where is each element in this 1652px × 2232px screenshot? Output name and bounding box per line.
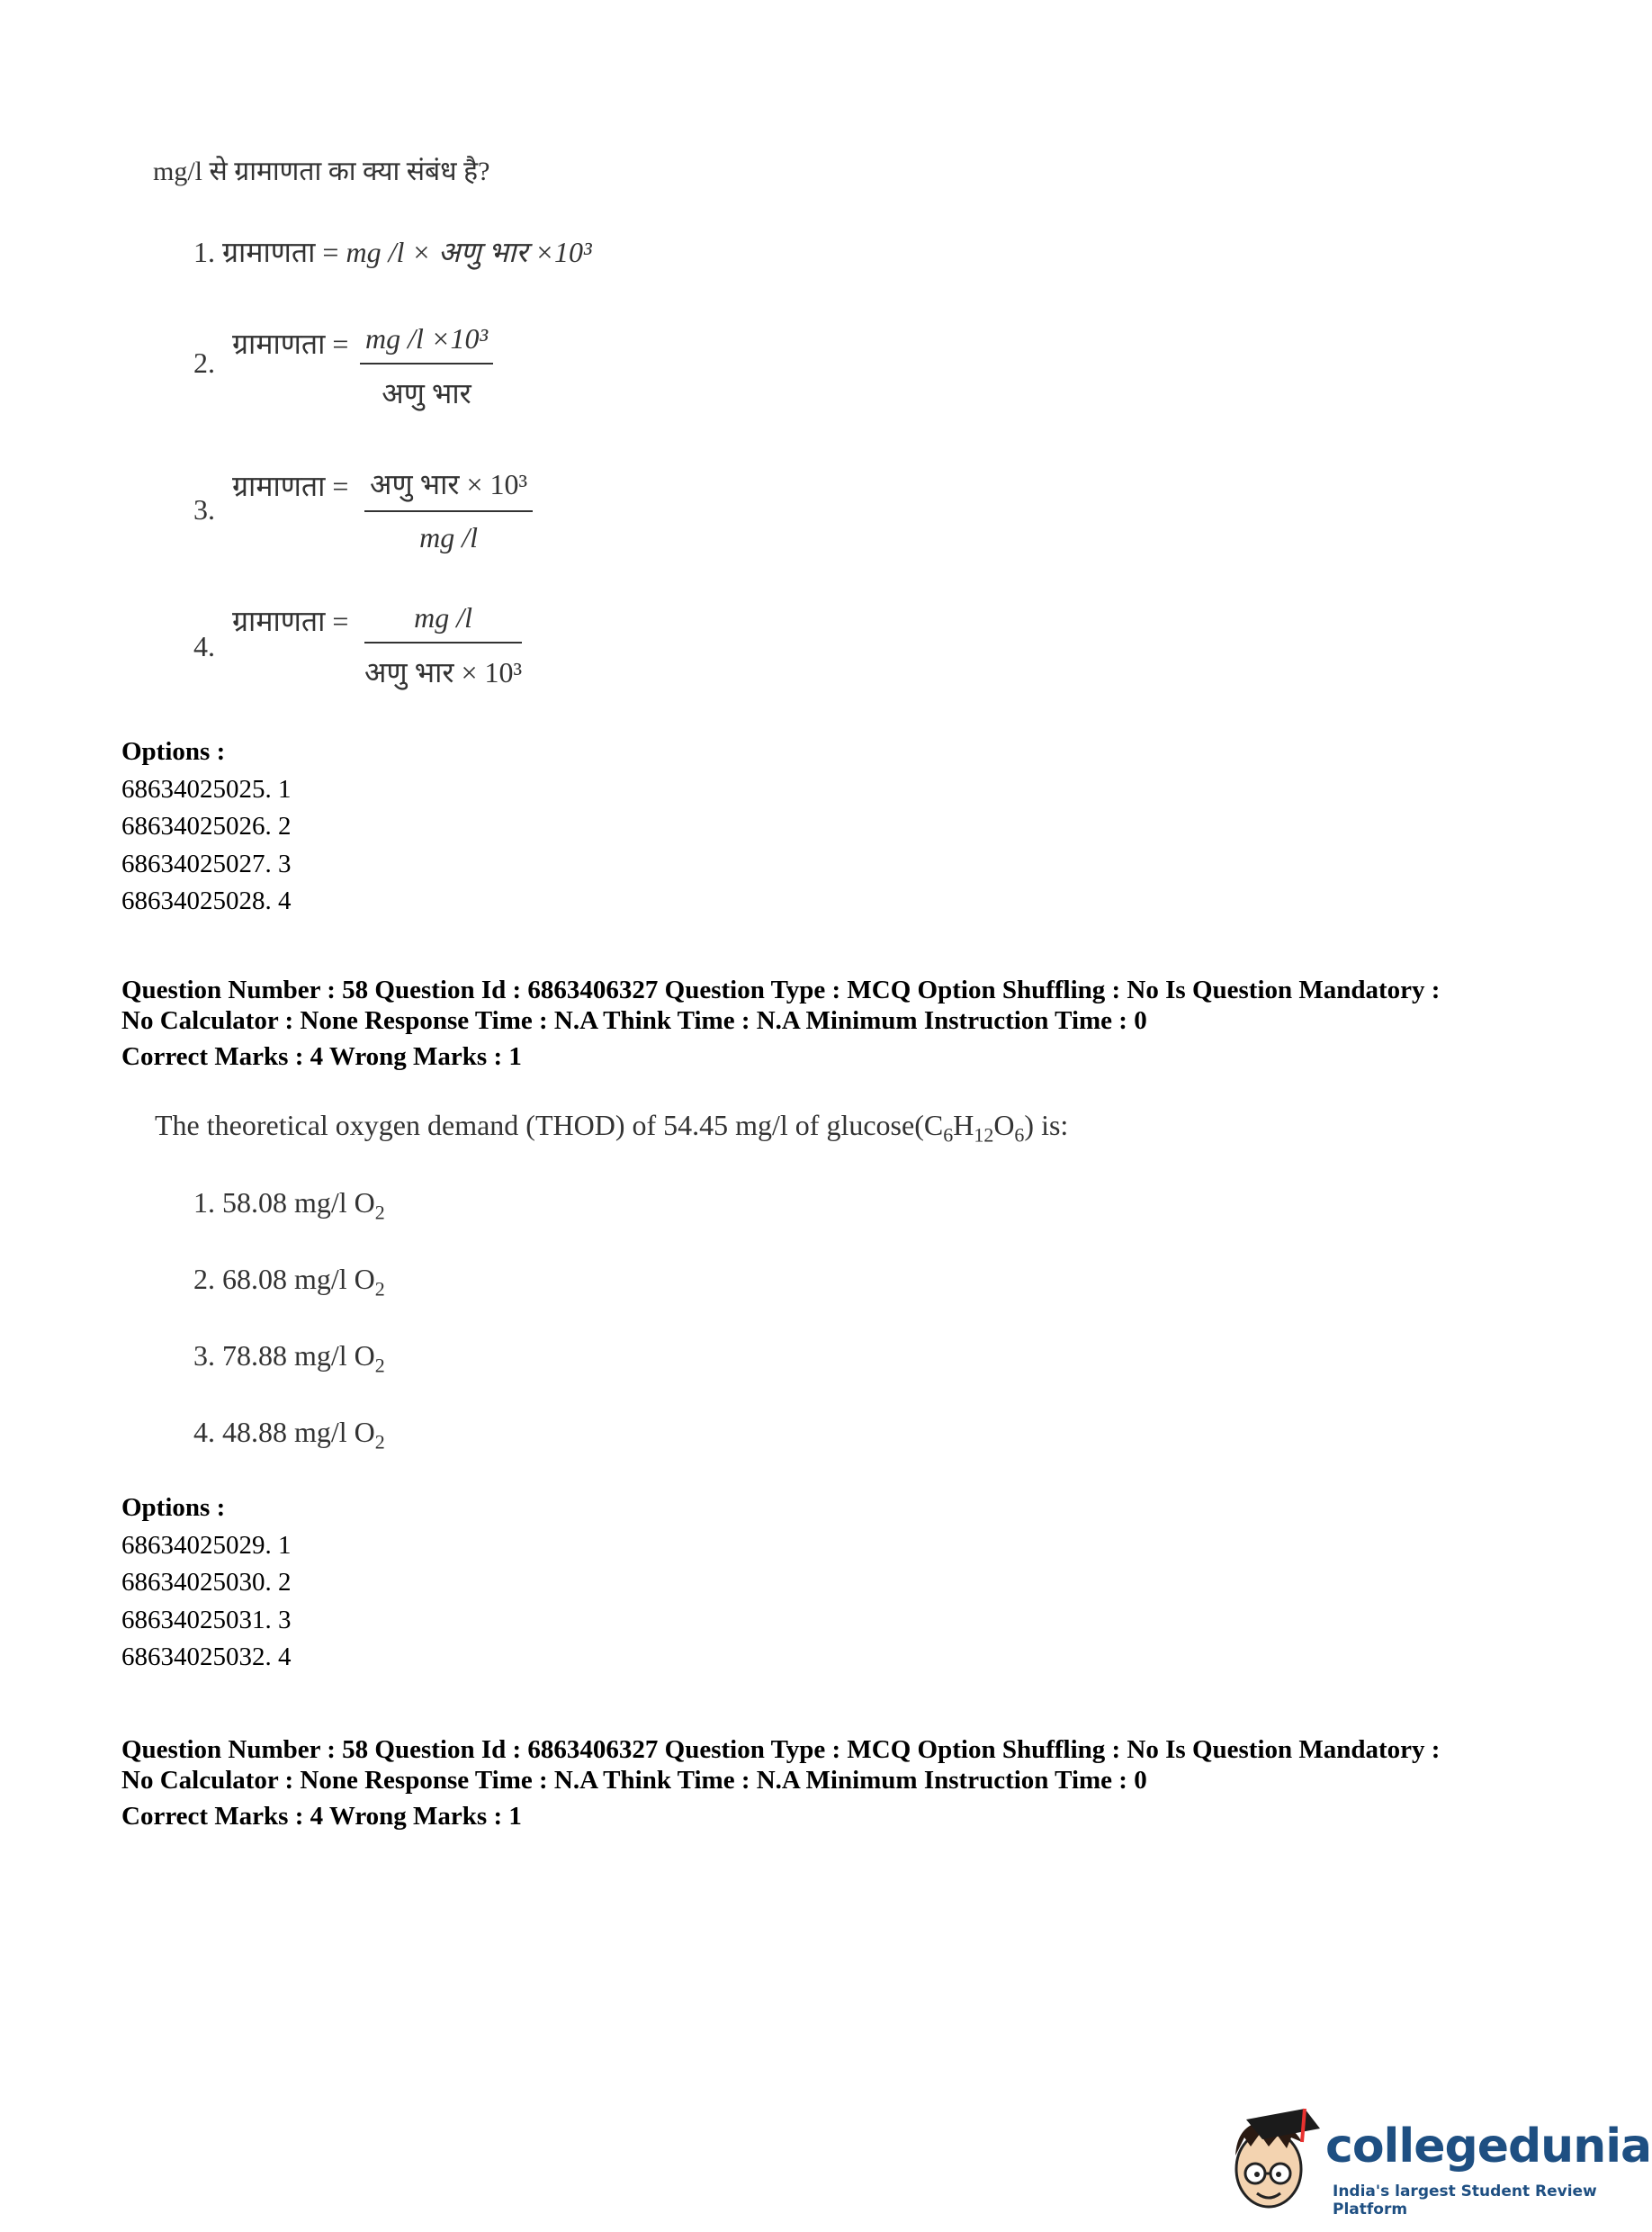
denominator: mg /l [419,521,478,554]
option-text: 3. 78.88 mg/l O [193,1339,375,1372]
option-lhs: ग्रामाणता = [232,328,349,360]
option-id: 68634025030. 2 [121,1568,292,1597]
options-list [121,734,292,921]
question-prefix: The theoretical oxygen demand (THOD) of 54.45 mg/l of glucose(C [155,1109,944,1141]
numerator: अणु भार × 10³ [364,464,533,512]
option-lhs: ग्रामाणता = [232,605,349,637]
question-suffix: ) is: [1024,1109,1069,1141]
question-option-4: 4. 48.88 mg/l $O_2$ [193,1416,385,1454]
marks-line: Correct Marks : 4 Wrong Marks : 1 [121,1042,522,1071]
numerator: mg /l [364,601,522,644]
option-id: 68634025032. 4 [121,1642,292,1671]
question-meta-line: No Calculator : None Response Time : N.A Think Time : N.A Minimum Instruction Time : 0 [121,1006,1147,1035]
mascot-icon [1219,2092,1327,2228]
logo-tagline: India's largest Student Review Platform [1333,2182,1597,2218]
denominator: अणु भार [382,377,471,410]
question-option-3 [193,493,215,526]
option-id: 68634025028. 4 [121,886,292,915]
question-option-4 [193,630,215,663]
question-option-3: 3. 78.88 mg/l $O_2$ [193,1339,385,1377]
option-expression: mg /l × अणु भार ×10³ [346,236,592,268]
question-meta-line: No Calculator : None Response Time : N.A Think Time : N.A Minimum Instruction Time : 0 [121,1766,1147,1795]
logo-wordmark: collegedunia [1325,2120,1652,2174]
option-text: 2. 68.08 mg/l O [193,1263,375,1295]
option-id: 68634025029. 1 [121,1530,292,1560]
question-option-1: 1. 58.08 mg/l $O_2$ [193,1186,385,1224]
fraction [360,322,493,412]
marks-line: Correct Marks : 4 Wrong Marks : 1 [121,1802,522,1831]
numerator: mg /l ×10³ [360,322,493,364]
option-lhs: ग्रामाणता = [232,470,349,502]
question-meta [121,975,1561,1036]
options-list [121,1490,292,1677]
denominator: अणु भार × 10³ [364,656,523,688]
options-header: Options : [121,737,226,766]
option-text: 1. 58.08 mg/l O [193,1186,375,1219]
option-id: 68634025025. 1 [121,774,292,804]
question-meta [121,1734,1561,1796]
option-number: 1. [193,236,215,268]
question-option-1 [193,232,592,271]
question-text: The theoretical oxygen demand (THOD) of 54.45 mg/l of $glucose(C_6H_{12}O_6)$ is: [155,1109,1069,1147]
option-id: 68634025026. 2 [121,812,292,841]
option-number: 2. [193,346,215,379]
option-number: 4. [193,630,215,662]
option-number: 3. [193,493,215,526]
question-meta-line: Question Number : 58 Question Id : 6863406327 Question Type : MCQ Option Shuffling : No Is Question Mandatory : [121,1735,1441,1764]
question-option-2: 2. 68.08 mg/l $O_2$ [193,1263,385,1300]
fraction [364,601,522,691]
option-text: 4. 48.88 mg/l O [193,1416,375,1448]
question-text: mg/l से ग्रामाणता का क्या संबंध है? [153,157,490,186]
option-lhs: ग्रामाणता = [222,236,339,268]
option-id: 68634025031. 3 [121,1605,292,1634]
question-meta-line: Question Number : 58 Question Id : 6863406327 Question Type : MCQ Option Shuffling : No Is Question Mandatory : [121,976,1441,1004]
question-option-2 [193,346,215,380]
options-header: Options : [121,1493,226,1522]
option-id: 68634025027. 3 [121,849,292,878]
collegedunia-logo [1219,2092,1652,2228]
fraction [364,464,533,554]
